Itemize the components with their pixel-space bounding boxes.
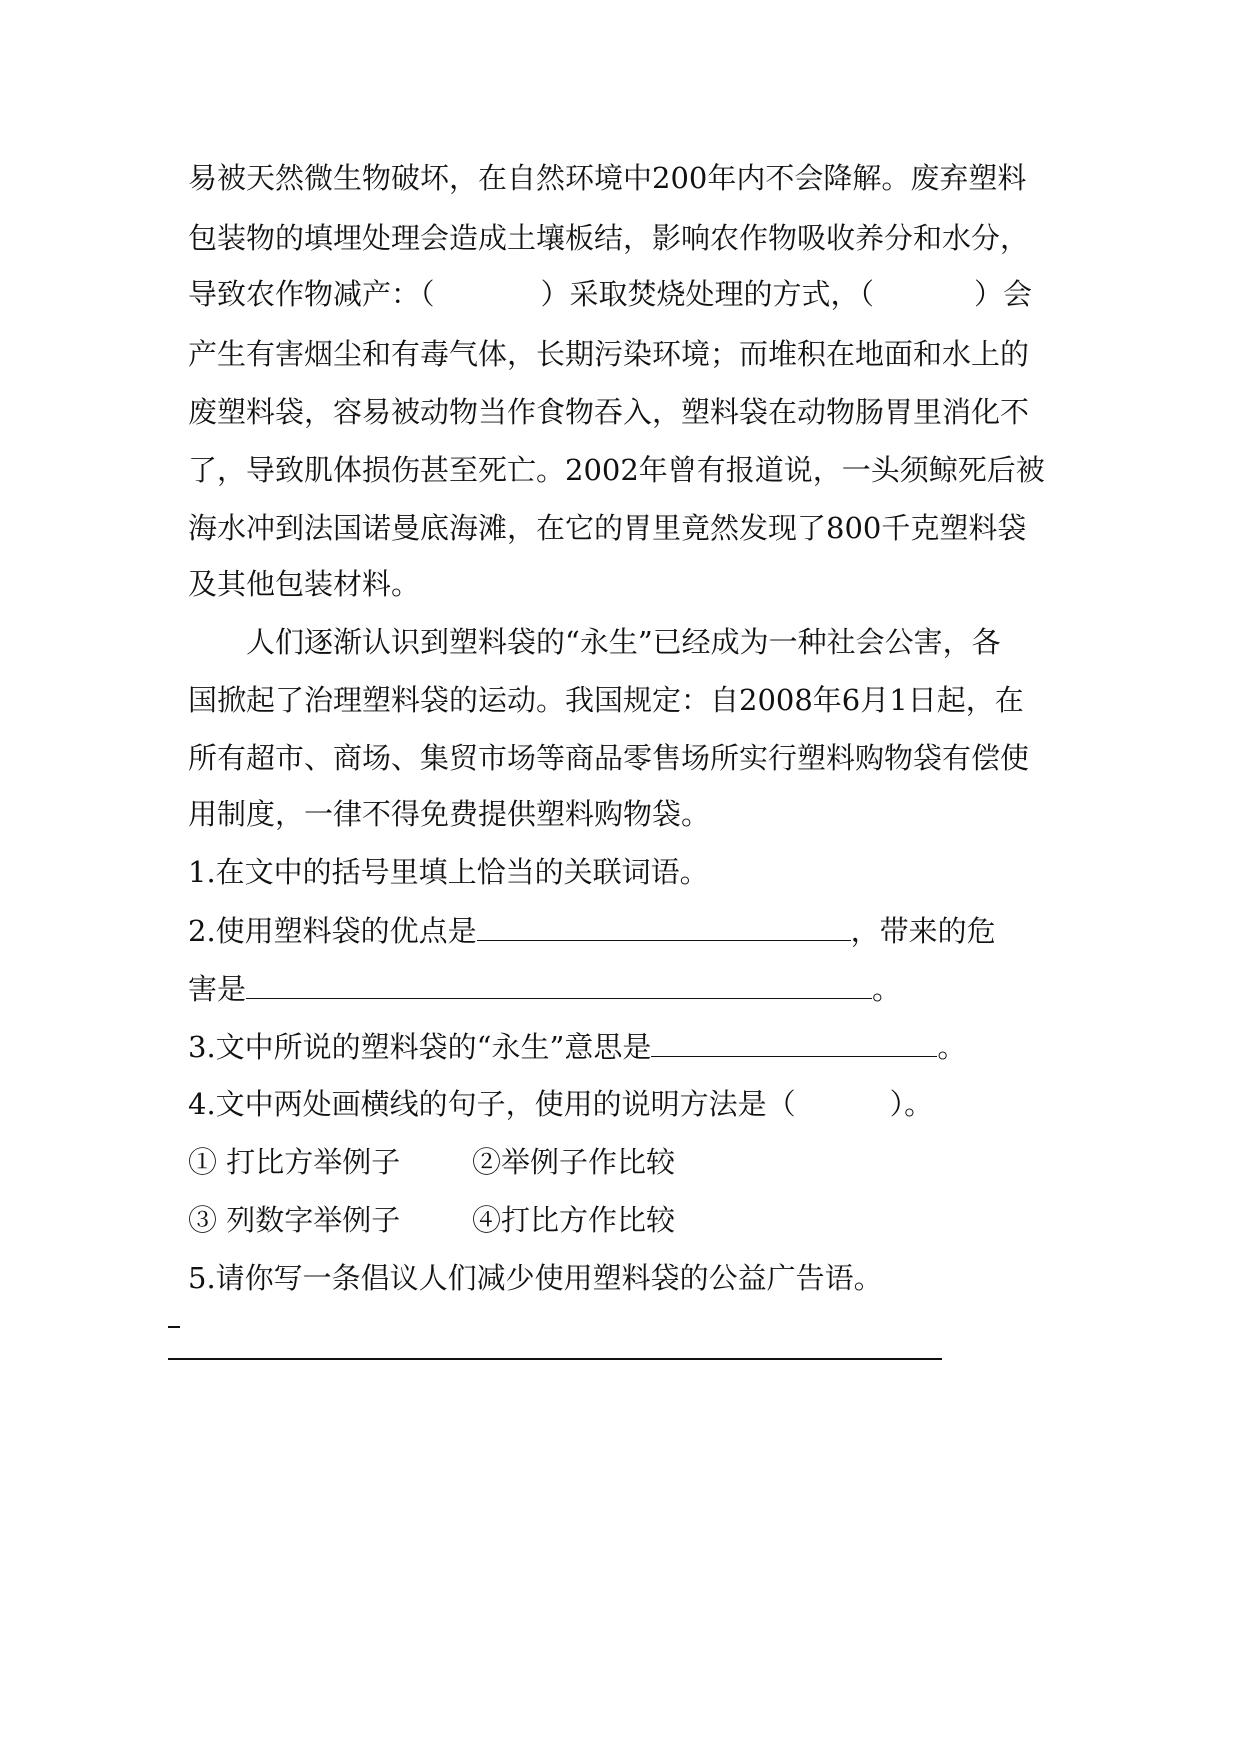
question-1: 1.在文中的括号里填上恰当的关联词语。 — [188, 855, 709, 889]
question-4 — [188, 1084, 933, 1124]
passage-p2-line-2: 国掀起了治理塑料袋的运动。我国规定：自2008年6月1日起，在 — [188, 683, 1024, 717]
question-4-end: ）。 — [889, 1087, 934, 1121]
question-2-end: 。 — [872, 972, 902, 1006]
passage-p2-line-1: 人们逐渐认识到塑料袋的“永生”已经成为一种社会公害，各 — [246, 625, 1001, 659]
passage-p2-line-4: 用制度，一律不得免费提供塑料购物袋。 — [188, 797, 711, 831]
passage-line-4: 产生有害烟尘和有毒气体，长期污染环境；而堆积在地面和水上的 — [188, 337, 1030, 371]
answer-blank-harm[interactable] — [246, 968, 872, 999]
option-2[interactable]: ②举例子作比较 — [472, 1145, 676, 1179]
question-2-prompt: 2.使用塑料袋的优点是 — [188, 914, 477, 948]
answer-mark — [168, 1326, 180, 1328]
passage-line-6: 了，导致肌体损伤甚至死亡。2002年曾有报道说，一头须鲸死后被 — [188, 453, 1045, 487]
question-2-line-1 — [188, 910, 996, 951]
passage-line-3 — [188, 274, 1032, 314]
question-3-end: 。 — [937, 1030, 967, 1064]
passage-p2-line-3: 所有超市、商场、集贸市场等商品零售场所实行塑料购物袋有偿使 — [188, 741, 1030, 775]
question-2-line-2 — [188, 968, 901, 1009]
passage-line-5: 废塑料袋，容易被动物当作食物吞入，塑料袋在动物肠胃里消化不 — [188, 395, 1030, 429]
passage-line-1: 易被天然微生物破坏，在自然环境中200年内不会降解。废弃塑料 — [188, 161, 1027, 195]
question-2-middle: ，带来的危 — [850, 914, 996, 948]
question-5: 5.请你写一条倡议人们减少使用塑料袋的公益广告语。 — [188, 1261, 883, 1295]
answer-blank-advantage[interactable] — [477, 910, 851, 941]
passage-line-3-part-a: 导致农作物减产：（ — [188, 277, 435, 311]
passage-line-7: 海水冲到法国诺曼底海滩，在它的胃里竟然发现了800千克塑料袋 — [188, 511, 1027, 545]
passage-line-3-part-c: ）会 — [974, 277, 1033, 311]
question-3-prompt: 3.文中所说的塑料袋的“永生”意思是 — [188, 1030, 652, 1064]
question-2-harm-prompt: 害是 — [188, 972, 247, 1006]
passage-line-2: 包装物的填埋处理会造成土壤板结，影响农作物吸收养分和水分， — [188, 221, 1030, 255]
option-1[interactable]: ① 打比方举例子 — [188, 1145, 401, 1179]
question-3 — [188, 1026, 966, 1067]
answer-blank-eternal-meaning[interactable] — [651, 1026, 937, 1057]
question-4-prompt: 4.文中两处画横线的句子，使用的说明方法是（ — [188, 1087, 796, 1121]
passage-line-8: 及其他包装材料。 — [188, 567, 421, 601]
answer-line-slogan[interactable] — [168, 1358, 942, 1360]
option-3[interactable]: ③ 列数字举例子 — [188, 1203, 401, 1237]
passage-line-3-part-b: ）采取焚烧处理的方式，（ — [540, 277, 875, 311]
option-4[interactable]: ④打比方作比较 — [472, 1203, 676, 1237]
